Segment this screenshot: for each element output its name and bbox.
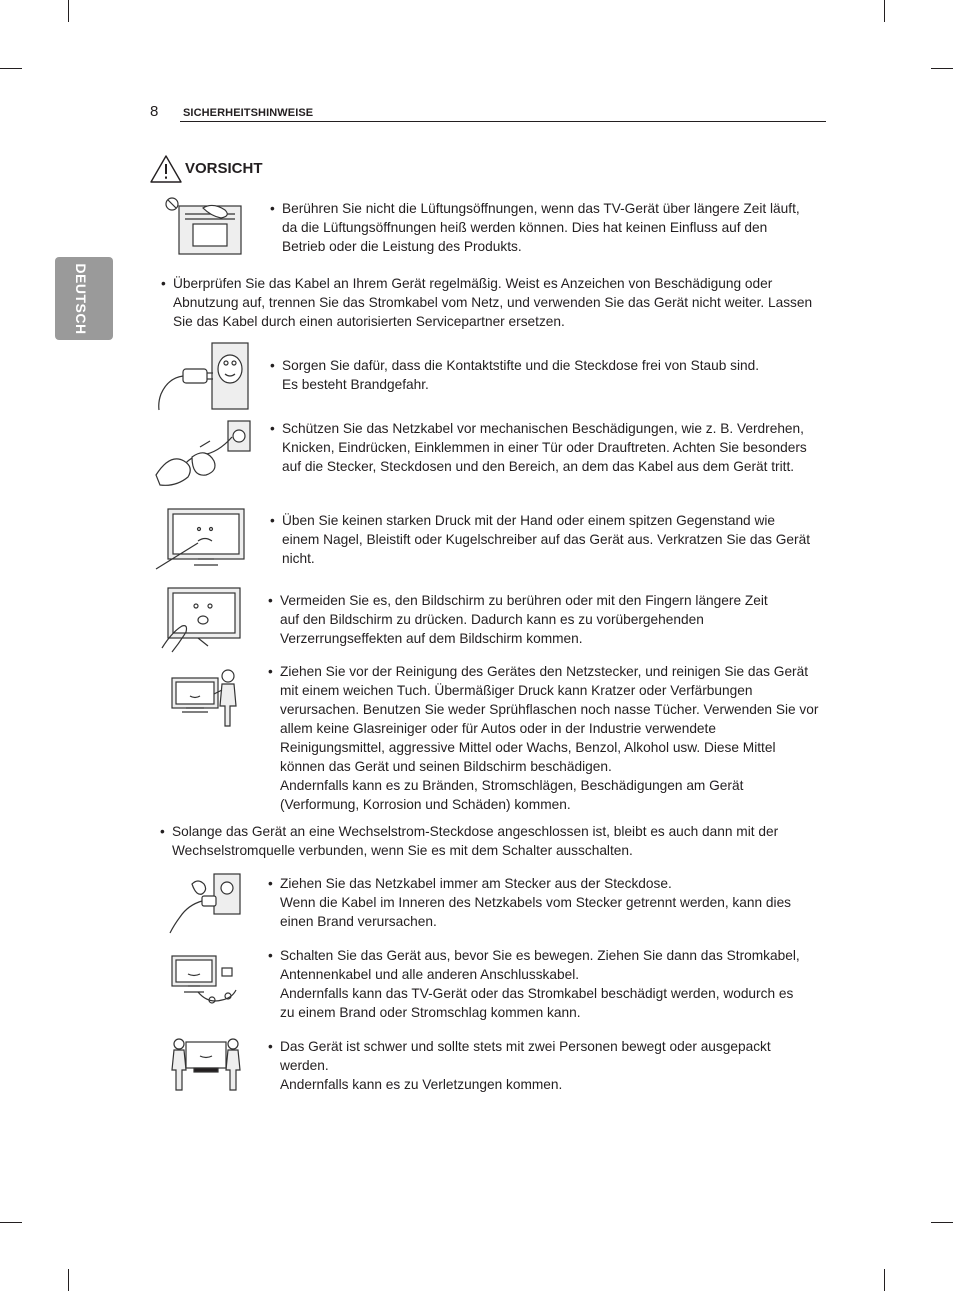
item-text: Es besteht Brandgefahr. [282, 377, 429, 392]
list-item: • Vermeiden Sie es, den Bildschirm zu berühren oder mit den Fingern längere Zeit auf den Bildschirm zu drücken. Dadurch kann es zu vorübergehenden Verzerrungseffekten auf dem Bildschirm kommen. [280, 591, 780, 648]
damaged-cable-icon [152, 417, 252, 491]
list-item: • Ziehen Sie vor der Reinigung des Gerätes den Netzstecker, und reinigen Sie das Gerät mit einem weichen Tuch. Übermäßiger Druck kann Kratzer oder Verfärbungen verursachen. Benutzen Sie weder Sprühflaschen noch nasse Tücher. Verwenden Sie vor allem keine Glasreiniger oder für Autos oder in der Industrie verwendete Reinigungsmittel, aggressive Mittel oder Wachs, Benzol, Alkohol usw. Diese Mittel können das Gerät und seinen Bildschirm beschädigen. Andernfalls kann es zu Bränden, Stromschlägen, Beschädigungen am Gerät (Verformung, Korrosion und Schäden) kommen. [268, 664, 819, 812]
pull-plug-icon [166, 870, 244, 935]
list-item: • Sorgen Sie dafür, dass die Kontaktstifte und die Steckdose frei von Staub sind. Es besteht Brandgefahr. [282, 356, 812, 394]
crop-mark [884, 0, 885, 22]
header-rule [180, 121, 826, 122]
crop-mark [931, 68, 953, 69]
unplug-cables-tv-icon [168, 948, 246, 1010]
list-item: • Schützen Sie das Netzkabel vor mechanischen Beschädigungen, wie z. B. Verdrehen, Knicken, Eindrücken, Einklemmen in einer Tür oder Drauftreten. Achten Sie besonders auf die Stecker, Steckdosen und den Bereich, an dem das Kabel aus dem Gerät tritt. [282, 419, 812, 476]
caution-label: VORSICHT [185, 160, 263, 177]
scratch-screen-icon [154, 503, 249, 573]
crop-mark [931, 1222, 953, 1223]
list-item: • Überprüfen Sie das Kabel an Ihrem Gerät regelmäßig. Weist es Anzeichen von Beschädigung oder Abnutzung auf, trennen Sie das Stromkabel vom Netz, und verwenden Sie das Gerät nicht weiter. Lassen Sie das Kabel durch einen autorisierten Servicepartner ersetzen. [161, 276, 813, 329]
crop-mark [884, 1269, 885, 1291]
item-text: Sorgen Sie dafür, dass die Kontaktstifte und die Steckdose frei von Staub sind. [282, 358, 760, 373]
item-text: Andernfalls kann es zu Bränden, Stromschlägen, Beschädigungen am Gerät (Verformung, Korrosion und Schäden) kommen. [280, 778, 744, 812]
list-item: • Schalten Sie das Gerät aus, bevor Sie es bewegen. Ziehen Sie dann das Stromkabel, Antennenkabel und alle anderen Anschlusskabel. Andernfalls kann das TV-Gerät oder das Stromkabel beschädigt werden, wodurch es zu einem Brand oder Stromschlag kommen kann. [280, 946, 810, 1022]
item-text: Das Gerät ist schwer und sollte stets mit zwei Personen bewegt oder ausgepackt werden. [280, 1039, 771, 1073]
cleaning-tv-icon [168, 666, 244, 730]
list-item: • Berühren Sie nicht die Lüftungsöffnungen, wenn das TV-Gerät über längere Zeit läuft, da die Lüftungsöffnungen heiß werden können. Dies hat keinen Einfluss auf den Betrieb oder die Leistung des Produkts. [282, 199, 812, 256]
item-text: Berühren Sie nicht die Lüftungsöffnungen, wenn das TV-Gerät über längere Zeit läuft, da die Lüftungsöffnungen heiß werden können. Dies hat keinen Einfluss auf den Betrieb oder die Leistung des Produkts. [282, 201, 800, 254]
item-text: Wenn die Kabel im Inneren des Netzkabels vom Stecker getrennt werden, kann dies einen Brand verursachen. [280, 895, 792, 929]
item-text: Solange das Gerät an eine Wechselstrom-Steckdose angeschlossen ist, bleibt es auch dann mit der Wechselstromquelle verbunden, wenn Sie es mit dem Schalter ausschalten. [172, 824, 779, 858]
list-item: • Ziehen Sie das Netzkabel immer am Stecker aus der Steckdose. Wenn die Kabel im Inneren des Netzkabels vom Stecker getrennt werden, kann dies einen Brand verursachen. [280, 874, 820, 931]
item-text: Schützen Sie das Netzkabel vor mechanischen Beschädigungen, wie z. B. Verdrehen, Knicken, Eindrücken, Einklemmen in einer Tür oder Drauftreten. Achten Sie besonders auf die Stecker, Steckdosen und den Bereich, an dem das Kabel aus dem Gerät tritt. [282, 421, 807, 474]
crop-mark [0, 68, 22, 69]
item-text: Schalten Sie das Gerät aus, bevor Sie es bewegen. Ziehen Sie dann das Stromkabel, Antennenkabel und alle anderen Anschlusskabel. [280, 948, 800, 982]
list-item: • Üben Sie keinen starken Druck mit der Hand oder einem spitzen Gegenstand wie einem Nagel, Bleistift oder Kugelschreiber auf das Gerät aus. Verkratzen Sie das Gerät nicht. [270, 513, 811, 566]
item-text: Ziehen Sie das Netzkabel immer am Stecker aus der Steckdose. [280, 876, 672, 891]
dusty-plug-outlet-icon [155, 341, 250, 413]
language-tab-label: DEUTSCH [73, 263, 89, 335]
list-item: • Das Gerät ist schwer und sollte stets mit zwei Personen bewegt oder ausgepackt werden. Andernfalls kann es zu Verletzungen kommen. [280, 1037, 810, 1094]
no-touch-vents-icon [163, 196, 248, 261]
two-person-lift-icon [170, 1036, 242, 1094]
crop-mark [0, 1222, 22, 1223]
item-text: Üben Sie keinen starken Druck mit der Hand oder einem spitzen Gegenstand wie einem Nagel, Bleistift oder Kugelschreiber auf das Gerät aus. Verkratzen Sie das Gerät nicht. [282, 513, 811, 566]
language-tab [55, 257, 113, 340]
item-text: Andernfalls kann es zu Verletzungen kommen. [280, 1077, 563, 1092]
warning-triangle-icon [150, 155, 182, 183]
crop-mark [68, 1269, 69, 1291]
item-text: Überprüfen Sie das Kabel an Ihrem Gerät regelmäßig. Weist es Anzeichen von Beschädigung oder Abnutzung auf, trennen Sie das Stromkabel vom Netz, und verwenden Sie das Gerät nicht weiter. Lassen Sie das Kabel durch einen autorisierten Servicepartner ersetzen. [173, 276, 813, 329]
item-text: Andernfalls kann das TV-Gerät oder das Stromkabel beschädigt werden, wodurch es zu einem Brand oder Stromschlag kommen kann. [280, 986, 794, 1020]
list-item: • Solange das Gerät an eine Wechselstrom-Steckdose angeschlossen ist, bleibt es auch dann mit der Wechselstromquelle verbunden, wenn Sie es mit dem Schalter ausschalten. [172, 822, 817, 860]
item-text: Vermeiden Sie es, den Bildschirm zu berühren oder mit den Fingern längere Zeit auf den Bildschirm zu drücken. Dadurch kann es zu vorübergehenden Verzerrungseffekten auf dem Bildschirm kommen. [280, 593, 768, 646]
page-number: 8 [150, 103, 159, 120]
item-text: Ziehen Sie vor der Reinigung des Gerätes den Netzstecker, und reinigen Sie das Gerät mit einem weichen Tuch. Übermäßiger Druck kann Kratzer oder Verfärbungen verursachen. Benutzen Sie weder Sprühflaschen noch nasse Tücher. Verwenden Sie vor allem keine Glasreiniger oder für Autos oder in der Industrie verwendete Reinigungsmittel, aggressive Mittel oder Wachs, Benzol, Alkohol usw. Diese Mittel können das Gerät und seinen Bildschirm beschädigen. [280, 664, 819, 774]
section-title: SICHERHEITSHINWEISE [183, 107, 314, 119]
crop-mark [68, 0, 69, 22]
finger-press-screen-icon [158, 584, 246, 654]
